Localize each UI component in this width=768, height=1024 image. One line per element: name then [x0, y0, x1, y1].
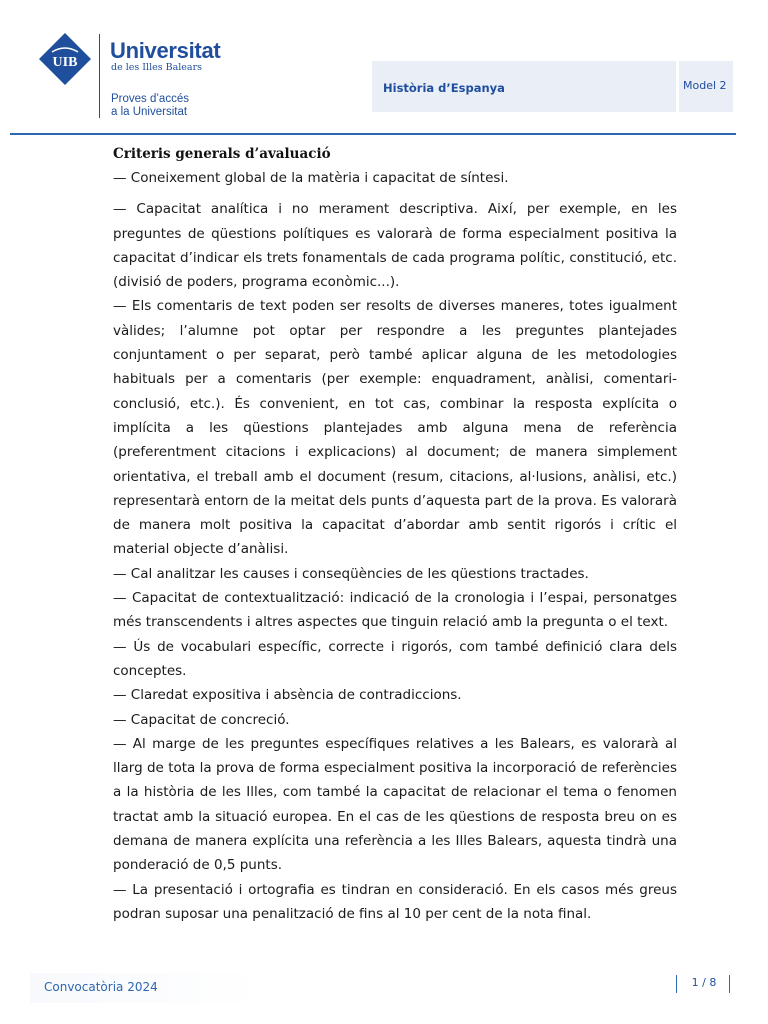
- session-label: Convocatòria 2024: [44, 980, 158, 994]
- university-subtitle: de les Illes Balears: [111, 62, 203, 73]
- criterion-paragraph: — Ús de vocabulari específic, correcte i rigorós, com també definició clara dels conceptes.: [113, 638, 677, 679]
- criterion-paragraph: — La presentació i ortografia es tindran en consideració. En els casos més greus podran suposar una penalització de fins al 10 per cent de la nota final.: [113, 881, 677, 922]
- criterion-paragraph: — Els comentaris de text poden ser resolts de diverses maneres, totes igualment vàlides; l’alumne pot optar per respondre a les preguntes plantejades conjuntament o per separat, però també aplicar alguna de les metodologies habituals per a comentaris (per exemple: enquadrament, anàlisi, comentari-conclusió, etc.). És convenient, en tot cas, combinar la resposta explícita o implícita a les qüestions plantejades amb alguna mena de referència (preferentment citacions i explicacions) al document; de manera simplement orientativa, el treball amb el document (resum, citacions, al·lusions, anàlisi, etc.) representarà entorn de la meitat dels punts d’aquesta part de la prova. Es valorarà de manera molt positiva la capacitat d’abordar amb sentit rigorós i crític el material objecte d’anàlisi.: [113, 298, 677, 558]
- pau-label-line1: Proves d’accés: [111, 93, 189, 105]
- criterion-paragraph: — Al marge de les preguntes específiques relatives a les Balears, es valorarà al llarg de tota la prova de forma especialment positiva la incorporació de referències a la història de les Illes, com també la capacitat de relacionar el tema o fenomen tractat amb la situació europea. En el cas de les qüestions de resposta breu on es demana de manera explícita una referència a les Illes Balears, aquesta tindrà una ponderació de 0,5 punts.: [113, 735, 677, 874]
- university-name: Universitat: [110, 38, 221, 63]
- criterion-paragraph: — Cal analitzar les causes i conseqüències de les qüestions tractades.: [113, 565, 589, 582]
- subject-title: Història d’Espanya: [383, 81, 505, 95]
- subject-box: [372, 61, 676, 112]
- criterion-paragraph: — Claredat expositiva i absència de contradiccions.: [113, 687, 462, 704]
- header-divider: [10, 133, 736, 135]
- model-box: [679, 61, 733, 112]
- logo-text: UIB: [52, 55, 78, 70]
- page-bar-left: [676, 975, 677, 993]
- pau-label-line2: a la Universitat: [111, 106, 188, 118]
- uib-logo-icon: [38, 32, 92, 86]
- page-number: 1 / 8: [691, 976, 717, 989]
- document-body: [113, 143, 677, 926]
- criterion-paragraph: — Coneixement global de la matèria i capacitat de síntesi.: [113, 170, 509, 186]
- model-label: Model 2: [683, 79, 727, 92]
- page-bar-right: [729, 975, 730, 993]
- section-heading: Criteris generals d’avaluació: [113, 146, 331, 162]
- criterion-paragraph: — Capacitat de contextualització: indicació de la cronologia i l’espai, personatges més transcendents i altres aspectes que tinguin relació amb la pregunta o el text.: [113, 590, 677, 631]
- criterion-paragraph: — Capacitat de concreció.: [113, 711, 290, 728]
- criterion-paragraph: — Capacitat analítica i no merament descriptiva. Així, per exemple, en les preguntes de qüestions polítiques es valorarà de forma especialment positiva la capacitat d’indicar els trets fonamentals de cada programa polític, constitució, etc. (divisió de poders, programa econòmic...).: [113, 201, 677, 291]
- logo-divider: [99, 34, 100, 118]
